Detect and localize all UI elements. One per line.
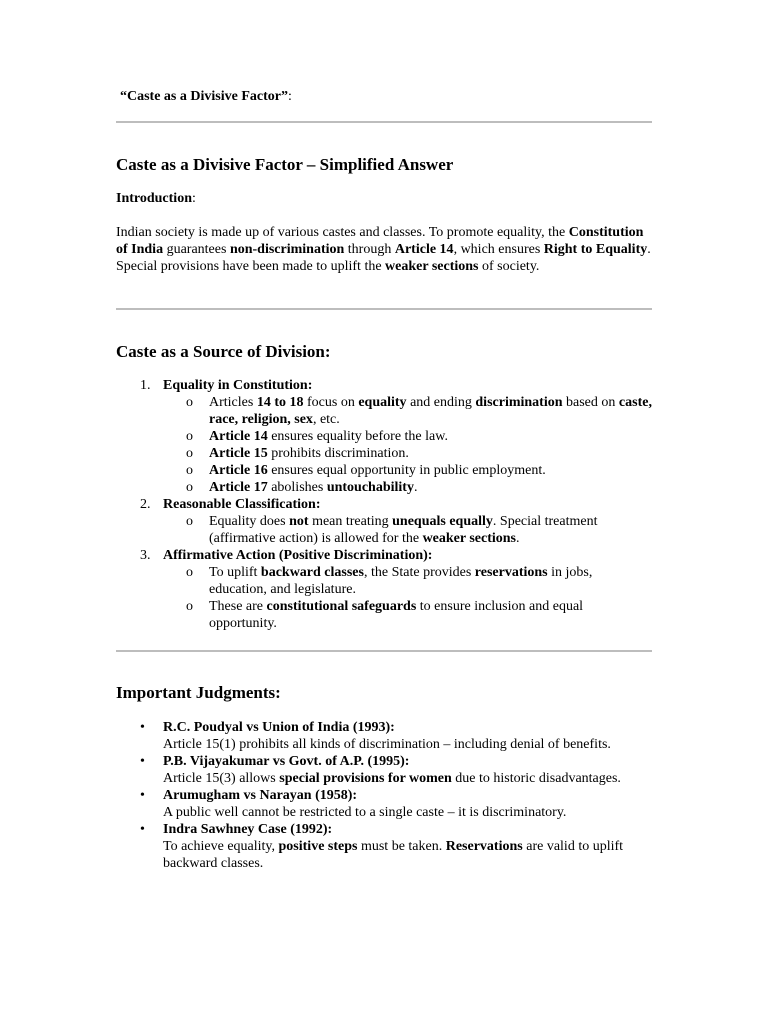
bold-text: reservations	[474, 565, 548, 580]
bold-text: Article 17	[209, 480, 268, 495]
judgment-text	[163, 736, 652, 753]
divider	[116, 121, 652, 123]
numbered-item	[116, 496, 652, 513]
bold-text: caste, race, religion, sex	[209, 395, 652, 427]
judgment-title: P.B. Vijayakumar vs Govt. of A.P. (1995):	[163, 754, 410, 769]
divider	[116, 650, 652, 652]
sub-bullet: o	[186, 463, 193, 478]
sub-item	[116, 513, 652, 547]
intro-bold-3: Article 14	[394, 242, 454, 257]
sub-item	[116, 394, 652, 428]
text: to ensure inclusion and equal opportunity.	[209, 599, 584, 631]
intro-text-6: of society.	[478, 259, 540, 274]
document-title	[120, 88, 292, 105]
intro-bold-2: non-discrimination	[229, 242, 345, 257]
item-number: 2.	[140, 497, 151, 512]
division-heading: Caste as a Source of Division:	[116, 342, 331, 361]
intro-heading-colon: :	[191, 191, 196, 206]
sub-item	[116, 445, 652, 462]
text: , etc.	[312, 412, 340, 427]
bold-text: Article 15	[209, 446, 268, 461]
bold-text: Reservations	[445, 839, 523, 854]
bold-text: untouchability	[326, 480, 414, 495]
text: Article 15(3) allows	[163, 771, 280, 786]
judgment-text	[163, 804, 652, 821]
text: These are	[209, 599, 267, 614]
judgment-title: Indra Sawhney Case (1992):	[163, 822, 333, 837]
item-title: Reasonable Classification:	[163, 497, 321, 512]
division-list	[116, 377, 652, 632]
text: , the State provides	[363, 565, 475, 580]
bold-text: 14 to 18	[256, 395, 304, 410]
text: mean treating	[308, 514, 393, 529]
text: Article 15(1) prohibits all kinds of discrimination – including denial of benefits.	[163, 737, 611, 752]
judgment-item	[116, 787, 652, 821]
text: and ending	[406, 395, 476, 410]
bold-text: unequals equally	[392, 514, 493, 529]
intro-heading-text: Introduction	[116, 191, 192, 206]
sub-bullet: o	[186, 429, 193, 444]
intro-text-4: , which ensures	[453, 242, 544, 257]
intro-bold-5: weaker sections	[385, 259, 479, 274]
intro-text-1: Indian society is made up of various castes and classes. To promote equality, the	[116, 225, 569, 240]
sub-bullet: o	[186, 599, 193, 614]
text: based on	[562, 395, 619, 410]
item-title: Affirmative Action (Positive Discrimination):	[163, 548, 433, 563]
text: focus on	[303, 395, 359, 410]
numbered-item	[116, 547, 652, 564]
document-title-colon: :	[287, 89, 292, 104]
divider	[116, 308, 652, 310]
text: Equality does	[209, 514, 290, 529]
judgment-item	[116, 821, 652, 872]
sub-bullet: o	[186, 565, 193, 580]
bullet: •	[140, 754, 145, 769]
bold-text: Article 16	[209, 463, 268, 478]
main-heading: Caste as a Divisive Factor – Simplified Answer	[116, 155, 454, 174]
judgment-title: R.C. Poudyal vs Union of India (1993):	[163, 720, 395, 735]
text: must be taken.	[357, 839, 446, 854]
text: are valid to uplift backward classes.	[163, 839, 624, 871]
intro-paragraph	[116, 224, 652, 275]
bold-text: not	[289, 514, 309, 529]
intro-bold-4: Right to Equality	[543, 242, 648, 257]
document-title-text: “Caste as a Divisive Factor”	[120, 89, 288, 104]
bold-text: special provisions for women	[279, 771, 452, 786]
bold-text: backward classes	[260, 565, 364, 580]
text: A public well cannot be restricted to a single caste – it is discriminatory.	[163, 805, 567, 820]
bold-text: discrimination	[475, 395, 563, 410]
sub-item	[116, 598, 652, 632]
intro-text-3: through	[344, 242, 395, 257]
judgment-text	[163, 770, 652, 787]
text: ensures equal opportunity in public employment.	[267, 463, 546, 478]
intro-text-2: guarantees	[163, 242, 230, 257]
intro-bold-1: Constitution of India	[116, 225, 644, 257]
text: . Special treatment (affirmative action) is allowed for the	[209, 514, 598, 546]
text: ensures equality before the law.	[267, 429, 448, 444]
judgment-title: Arumugham vs Narayan (1958):	[163, 788, 358, 803]
item-number: 1.	[140, 378, 151, 393]
text: in jobs, education, and legislature.	[209, 565, 593, 597]
judgments-heading: Important Judgments:	[116, 683, 281, 702]
text: Articles	[209, 395, 257, 410]
bold-text: constitutional safeguards	[266, 599, 417, 614]
text: abolishes	[267, 480, 327, 495]
sub-item	[116, 428, 652, 445]
bold-text: Article 14	[209, 429, 268, 444]
sub-item	[116, 564, 652, 598]
text: .	[516, 531, 520, 546]
text: due to historic disadvantages.	[451, 771, 621, 786]
text: To uplift	[209, 565, 261, 580]
judgments-list	[116, 719, 652, 872]
bullet: •	[140, 788, 145, 803]
sub-bullet: o	[186, 514, 193, 529]
sub-item	[116, 462, 652, 479]
bold-text: equality	[358, 395, 407, 410]
bold-text: positive steps	[278, 839, 358, 854]
text: .	[413, 480, 418, 495]
text: To achieve equality,	[163, 839, 279, 854]
bullet: •	[140, 720, 145, 735]
bullet: •	[140, 822, 145, 837]
sub-item	[116, 479, 652, 496]
judgment-item	[116, 719, 652, 753]
judgment-item	[116, 753, 652, 787]
judgment-text	[163, 838, 652, 872]
text: prohibits discrimination.	[267, 446, 409, 461]
numbered-item	[116, 377, 652, 394]
sub-bullet: o	[186, 395, 193, 410]
sub-bullet: o	[186, 446, 193, 461]
intro-heading	[116, 190, 652, 207]
item-number: 3.	[140, 548, 151, 563]
bold-text: weaker sections	[422, 531, 517, 546]
intro-text-5: . Special provisions have been made to uplift the	[116, 242, 651, 274]
sub-bullet: o	[186, 480, 193, 495]
item-title: Equality in Constitution:	[163, 378, 313, 393]
